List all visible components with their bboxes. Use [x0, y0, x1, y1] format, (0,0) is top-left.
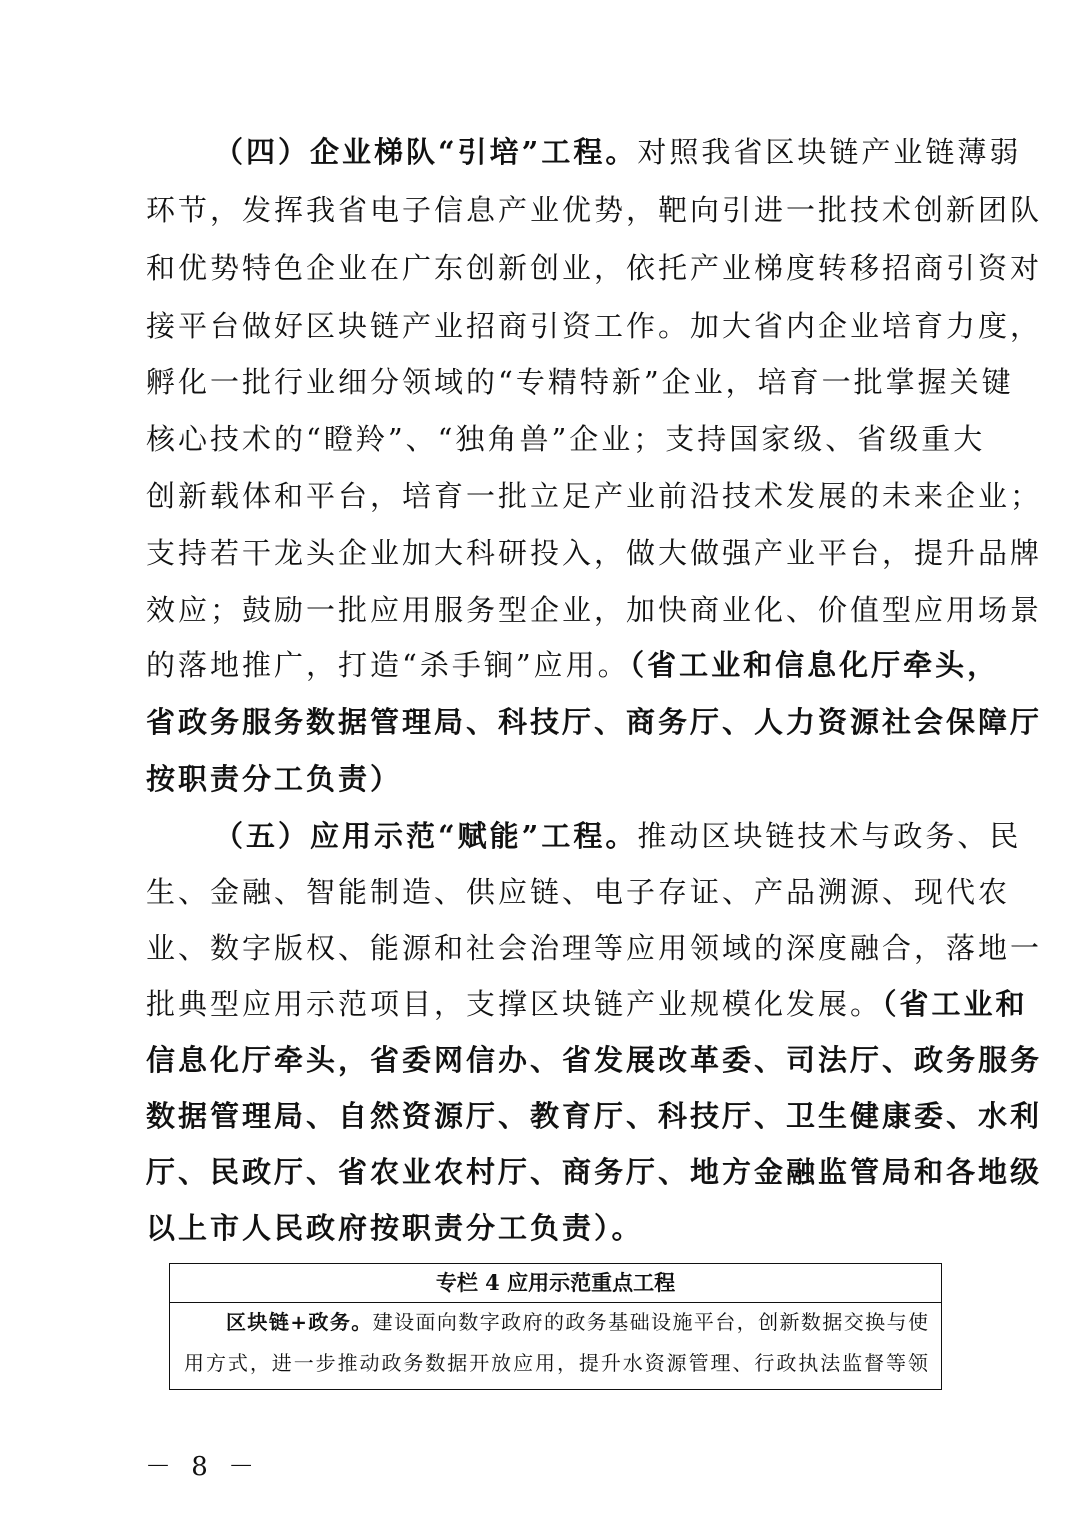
section5-line-3: 业、数字版权、能源和社会治理等应用领域的深度融合，落地一 [146, 931, 1043, 965]
section4-heading: （四）企业梯队“引培”工程。 [214, 135, 638, 169]
section5-line-1 [214, 816, 1022, 856]
section4-line-text: 对照我省区块链产业链薄弱 [637, 135, 1022, 169]
section5-line-5: 信息化厅牵头，省委网信办、省发展改革委、司法厅、政务服务 [146, 1043, 1043, 1077]
section4-line-5: 孵化一批行业细分领域的“专精特新”企业，培育一批掌握关键 [146, 365, 1014, 399]
section4-line-4: 接平台做好区块链产业招商引资工作。加大省内企业培育力度， [146, 309, 1043, 343]
feature-column-title: 专栏 4 应用示范重点工程 [170, 1264, 941, 1303]
section4-line-10 [146, 645, 1000, 685]
section5-line-2: 生、金融、智能制造、供应链、电子存证、产品溯源、现代农 [146, 875, 1011, 909]
feature-column-line-2: 用方式，进一步推动政务数据开放应用，提升水资源管理、行政执法监督等领 [184, 1351, 929, 1375]
section5-heading: （五）应用示范“赋能”工程。 [214, 819, 638, 853]
section5-line-8: 以上市人民政府按职责分工负责）。 [146, 1211, 644, 1245]
page-number: － 8 － [145, 1452, 261, 1482]
section4-line-9: 效应；鼓励一批应用服务型企业，加快商业化、价值型应用场景 [146, 593, 1043, 627]
section5-line-text: 推动区块链技术与政务、民 [637, 819, 1022, 853]
section4-line-7: 创新载体和平台，培育一批立足产业前沿技术发展的未来企业； [146, 479, 1043, 513]
section4-line-12: 按职责分工负责） [146, 762, 403, 796]
section5-line-7: 厅、民政厅、省农业农村厅、商务厅、地方金融监管局和各地级 [146, 1155, 1043, 1189]
section4-line-8: 支持若干龙头企业加大科研投入，做大做强产业平台，提升品牌 [146, 536, 1043, 570]
section5-line-4-text: 批典型应用示范项目，支撑区块链产业规模化发展。 [146, 987, 883, 1021]
feature-column-box [169, 1263, 942, 1390]
section4-line-6: 核心技术的“瞪羚”、“独角兽”企业；支持国家级、省级重大 [146, 422, 986, 456]
feature-item-heading: 区块链+政务。 [226, 1310, 373, 1334]
section5-responsibility: （省工业和 [882, 987, 1028, 1021]
section4-line-10-text: 的落地推广，打造“杀手锏”应用。 [146, 648, 630, 682]
section4-line-2: 环节，发挥我省电子信息产业优势，靶向引进一批技术创新团队 [146, 193, 1043, 227]
section5-line-4 [146, 984, 1028, 1024]
feature-column-line-1 [226, 1305, 929, 1339]
section4-line-1 [214, 132, 1022, 172]
section4-line-11: 省政务服务数据管理局、科技厅、商务厅、人力资源社会保障厅 [146, 705, 1043, 739]
section4-line-3: 和优势特色企业在广东创新创业，依托产业梯度转移招商引资对 [146, 251, 1043, 285]
feature-item-text: 建设面向数字政府的政务基础设施平台，创新数据交换与使 [372, 1310, 929, 1334]
section5-line-6: 数据管理局、自然资源厅、教育厅、科技厅、卫生健康委、水利 [146, 1099, 1043, 1133]
section4-responsibility: （省工业和信息化厅牵头， [629, 648, 1000, 682]
